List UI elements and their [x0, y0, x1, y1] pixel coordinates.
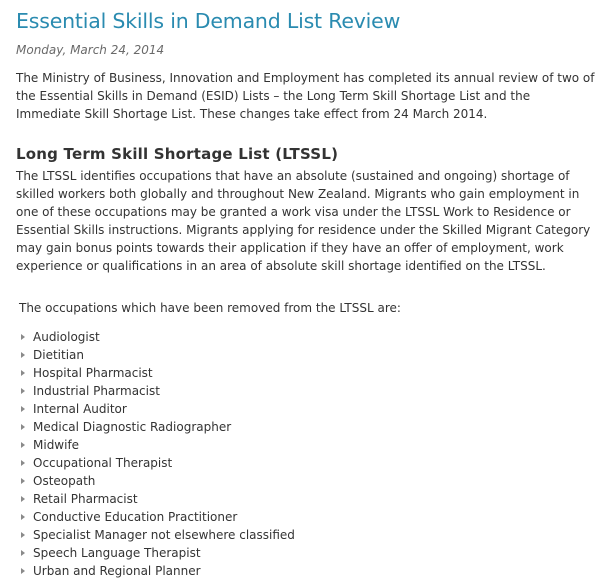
list-item	[16, 472, 607, 490]
list-item	[16, 526, 607, 544]
list-item	[16, 364, 607, 382]
list-item-label: Speech Language Therapist	[33, 546, 201, 560]
list-item-label: Conductive Education Practitioner	[33, 510, 238, 524]
list-item	[16, 490, 607, 508]
list-item	[16, 346, 607, 364]
list-item-label: Midwife	[33, 438, 80, 452]
triangle-right-icon	[21, 514, 25, 520]
triangle-right-icon	[21, 442, 25, 448]
list-item	[16, 436, 607, 454]
list-item	[16, 508, 607, 526]
triangle-right-icon	[21, 532, 25, 538]
removed-occupations-list	[16, 328, 607, 580]
list-item-label: Dietitian	[33, 348, 84, 362]
list-item-label: Industrial Pharmacist	[33, 384, 160, 398]
list-item	[16, 382, 607, 400]
list-item-label: Specialist Manager not elsewhere classified	[33, 528, 295, 542]
triangle-right-icon	[21, 460, 25, 466]
section-heading: Long Term Skill Shortage List (LTSSL)	[16, 145, 339, 163]
list-item-label: Internal Auditor	[33, 402, 127, 416]
list-item-label: Medical Diagnostic Radiographer	[33, 420, 232, 434]
list-item	[16, 544, 607, 562]
list-item	[16, 400, 607, 418]
triangle-right-icon	[21, 496, 25, 502]
triangle-right-icon	[21, 334, 25, 340]
triangle-right-icon	[21, 406, 25, 412]
post-date: Monday, March 24, 2014	[16, 43, 165, 57]
triangle-right-icon	[21, 352, 25, 358]
list-item-label: Hospital Pharmacist	[33, 366, 153, 380]
intro-paragraph: The Ministry of Business, Innovation and Employment has completed its annual review of two of the Essential Skills in Demand (ESID) Lists – the Long Term Skill Shortage List and the Immediate Skill Shortage List. These changes take effect from 24 March 2014.	[16, 71, 595, 121]
list-item-label: Osteopath	[33, 474, 96, 488]
list-intro: The occupations which have been removed from the LTSSL are:	[19, 301, 401, 315]
triangle-right-icon	[21, 478, 25, 484]
page-title: Essential Skills in Demand List Review	[16, 9, 401, 33]
list-item-label: Audiologist	[33, 330, 100, 344]
triangle-right-icon	[21, 388, 25, 394]
triangle-right-icon	[21, 424, 25, 430]
list-item-label: Urban and Regional Planner	[33, 564, 201, 578]
list-item	[16, 328, 607, 346]
list-item-label: Retail Pharmacist	[33, 492, 138, 506]
section-paragraph: The LTSSL identifies occupations that have an absolute (sustained and ongoing) shortage of skilled workers both globally and throughout New Zealand. Migrants who gain employment in one of these occupations may be granted a work visa under the LTSSL Work to Residence or Essential Skills instructions. Migrants applying for residence under the Skilled Migrant Category may gain bonus points towards their application if they have an offer of employment, work experience or qualifications in an area of absolute skill shortage identified on the LTSSL.	[16, 169, 591, 273]
triangle-right-icon	[21, 568, 25, 574]
triangle-right-icon	[21, 550, 25, 556]
list-item	[16, 454, 607, 472]
triangle-right-icon	[21, 370, 25, 376]
list-item	[16, 562, 607, 580]
list-item	[16, 418, 607, 436]
list-item-label: Occupational Therapist	[33, 456, 173, 470]
